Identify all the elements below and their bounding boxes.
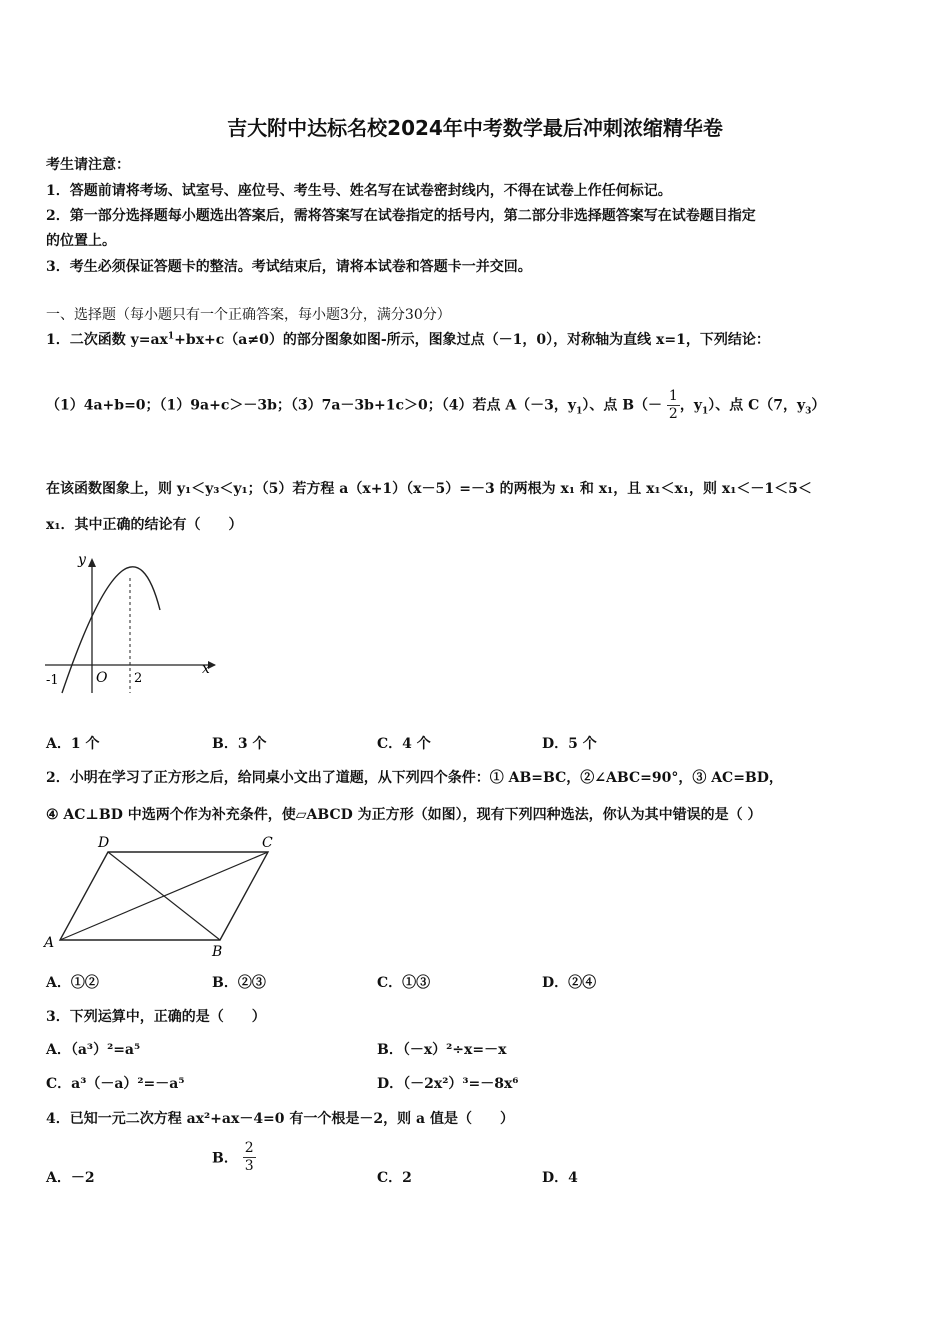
q3-option-b[interactable]: B．（－x）²÷x=－x	[377, 1042, 507, 1058]
q2-option-c[interactable]: C．①③	[377, 975, 431, 991]
q4-option-d[interactable]: D．4	[542, 1170, 578, 1186]
q2-parallelogram-figure	[40, 830, 290, 960]
y-axis-arrow-icon	[88, 558, 96, 567]
q4-option-a[interactable]: A．－2	[46, 1170, 95, 1186]
q1-conclusions: （1）4a+b=0；（1）9a+c＞－3b；（3）7a－3b+1c＞0；（4）若点 A（－3，$y_1$）、点 B（－ $\frac{1}{2}$ ，$y_1$）、点 C（7，$y_3$）	[46, 388, 826, 422]
q1-line4: x₁．其中正确的结论有（ ）	[46, 517, 243, 533]
notice-item-1: 1．答题前请将考场、试室号、座位号、考生号、姓名写在试卷密封线内，不得在试卷上作任何标记。	[46, 183, 672, 199]
q3-option-d[interactable]: D．（－2x²）³=－8x⁶	[377, 1076, 519, 1092]
q4-stem: 4．已知一元二次方程 ax²+ax－4=0 有一个根是－2，则 a 值是（ ）	[46, 1111, 514, 1127]
q2-option-a[interactable]: A．①②	[46, 975, 99, 991]
q2-line1: 2．小明在学习了正方形之后，给同桌小文出了道题，从下列四个条件：① AB=BC，②∠ABC=90°，③ AC=BD，	[46, 770, 783, 786]
q4-fraction: $\frac{2}{3}$	[244, 1140, 254, 1174]
vertex-b-label: B	[212, 944, 223, 960]
section-heading: 一、选择题（每小题只有一个正确答案，每小题3分，满分30分）	[46, 307, 451, 323]
vertex-d-label: D	[98, 835, 110, 851]
notice-item-2: 2．第一部分选择题每小题选出答案后，需将答案写在试卷指定的括号内，第二部分非选择题答案写在试卷题目指定	[46, 208, 756, 224]
q4-option-b[interactable]: B． $\frac{2}{3}$	[212, 1140, 254, 1174]
q1-option-b[interactable]: B．3 个	[212, 736, 267, 752]
q2-option-b[interactable]: B．②③	[212, 975, 266, 991]
graph-x-label: x	[202, 661, 210, 677]
q2-option-d[interactable]: D．②④	[542, 975, 597, 991]
q3-stem: 3．下列运算中，正确的是（ ）	[46, 1009, 266, 1025]
diagonal-bd	[108, 852, 220, 940]
notice-heading: 考生请注意：	[46, 157, 130, 173]
q1-parabola-graph	[40, 548, 220, 698]
graph-y-label: y	[78, 552, 86, 568]
q1-option-d[interactable]: D．5 个	[542, 736, 597, 752]
q3-option-c[interactable]: C．a³（－a）²=－a⁵	[46, 1076, 185, 1092]
q1-line3: 在该函数图象上，则 y₁＜y₃＜y₁；（5）若方程 a（x+1）（x－5）=－3 的两根为 x₁ 和 x₁，且 x₁＜x₁，则 x₁＜－1＜5＜	[46, 481, 812, 497]
q1-option-c[interactable]: C．4 个	[377, 736, 431, 752]
graph-neg1-label: -1	[46, 673, 59, 688]
q4-option-c[interactable]: C．2	[377, 1170, 412, 1186]
parabola-curve	[62, 567, 160, 693]
vertex-a-label: A	[44, 935, 55, 951]
graph-origin-label: O	[96, 670, 108, 686]
notice-item-3: 3．考生必须保证答题卡的整洁。考试结束后，请将本试卷和答题卡一并交回。	[46, 259, 532, 275]
q1-stem: 1．二次函数 $y=ax^1+bx+c(a\ne 0)$的部分图象如图-所示，图象过点（－1，0），对称轴为直线 x=1，下列结论：	[46, 331, 770, 348]
graph-two-label: 2	[134, 671, 143, 686]
q1-option-a[interactable]: A．1 个	[46, 736, 100, 752]
q1-fraction: $\frac{1}{2}$	[668, 388, 678, 422]
q2-line2: ④ AC⊥BD 中选两个作为补充条件，使▱ABCD 为正方形（如图），现有下列四种选法，你认为其中错误的是（ ）	[46, 807, 762, 823]
page-title: 吉大附中达标名校2024年中考数学最后冲刺浓缩精华卷	[227, 116, 723, 140]
q3-option-a[interactable]: A．（a³）²=a⁵	[46, 1042, 141, 1058]
notice-item-2-cont: 的位置上。	[46, 233, 116, 249]
vertex-c-label: C	[262, 835, 273, 851]
